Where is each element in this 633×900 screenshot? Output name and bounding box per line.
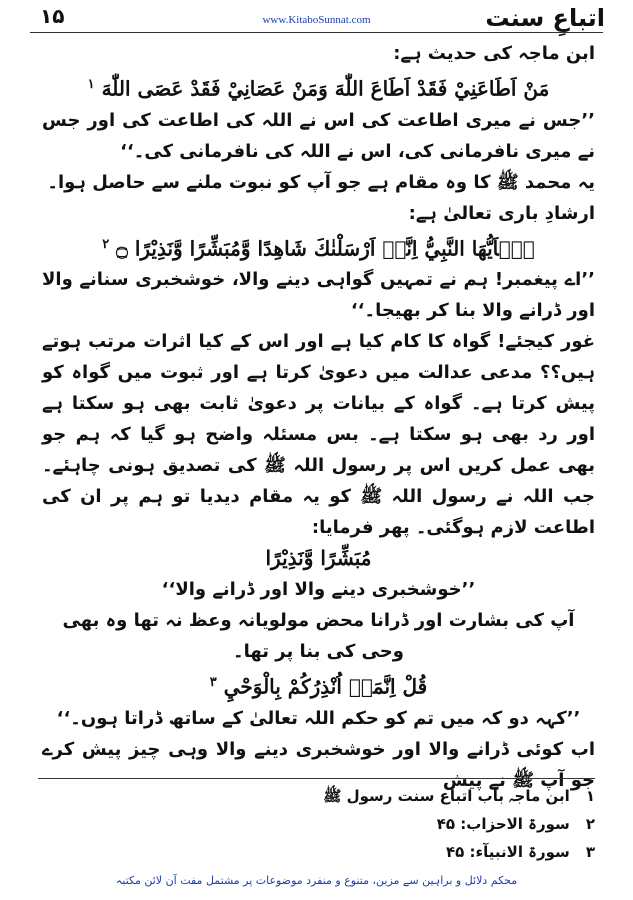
footnote-ref-3[interactable]: ۳ (209, 675, 217, 691)
footnote-item (38, 838, 595, 866)
footnote-item (38, 782, 595, 810)
footnote-text: سورۃ الاحزاب: ۴۵ (436, 815, 570, 833)
page-number: ۱۵ (40, 4, 65, 28)
statement-prophet-status: یہ محمد ﷺ کا وہ مقام ہے جو آپ کو نبوت ملنے سے حاصل ہوا۔ (47, 171, 595, 193)
body-text (42, 38, 595, 796)
header-divider (30, 32, 603, 33)
footnote-number: ۲ (585, 815, 595, 833)
footnote-text: ابن ماجہ باب اتباع سنت رسول ﷺ (323, 787, 570, 805)
footnote-number: ۱ (585, 787, 595, 805)
hadith-translation: ’’جس نے میری اطاعت کی اس نے اللہ کی اطاعت کی اور جس نے میری نافرمانی کی، اس نے اللہ کی نافرمانی کی۔‘‘ (42, 109, 595, 162)
verse2-arabic-text: قُلْ اِنَّمَاۤ اُنْذِرُكُمْ بِالْوَحْيِ (223, 674, 428, 699)
footnote-item (38, 810, 595, 838)
footnote-text: سورۃ الانبیآء: ۴۵ (445, 843, 570, 861)
footnote-ref-1[interactable]: ۱ (87, 77, 95, 92)
page-footer: محکم دلائل و براہین سے مزین، متنوع و منفرد موضوعات پر مشتمل مفت آن لائن مکتبہ (115, 874, 518, 887)
phrase-translation: ’’خوشخبری دینے والا اور ڈرانے والا‘‘ (161, 579, 476, 601)
verse-translation: ’’اے پیغمبر! ہم نے تمہیں گواہی دینے والا، خوشخبری سنانے والا اور ڈرانے والا بنا کر بھیجا۔‘‘ (42, 269, 595, 322)
verse2-translation: ’’کہہ دو کہ میں تم کو حکم اللہ تعالیٰ کے ساتھ ڈراتا ہوں۔‘‘ (56, 707, 581, 729)
verse-intro: ارشادِ باری تعالیٰ ہے: (408, 202, 595, 224)
verse-arabic-text: يٰۤاَيُّهَا النَّبِيُّ اِنَّاۤ اَرْسَلْنٰكَ شَاهِدًا وَّمُبَشِّرًا وَّنَذِيْرًا ۝ (116, 236, 535, 261)
site-url-link[interactable]: www.KitaboSunnat.com (262, 14, 371, 26)
phrase-arabic: مُبَشِّرًا وَّنَذِيْرًا (265, 546, 372, 571)
hadith-arabic (42, 69, 595, 105)
footnote-divider (38, 778, 595, 779)
page-header (22, 4, 611, 34)
hadith-intro: ابن ماجہ کی حدیث ہے: (393, 43, 595, 64)
verse-arabic (42, 229, 595, 265)
footnote-number: ۳ (585, 843, 595, 861)
verse2-arabic (42, 667, 595, 703)
wahy-statement: آپ کی بشارت اور ڈرانا محض مولویانہ وعظ نہ تھا وہ بھی وحی کی بنا پر تھا۔ (62, 610, 575, 663)
commentary-paragraph: غور کیجئے! گواہ کا کام کیا ہے اور اس کے کیا اثرات مرتب ہوتے ہیں؟؟ مدعی عدالت میں دعویٰ کرتا ہے اور ثبوت میں گواہ کو پیش کرتا ہے۔ گواہ کے بیانات پر دعویٰ ثابت بھی ہو سکتا ہے اور رد بھی ہو سکتا ہے۔ بس مسئلہ واضح ہو گیا کہ ہم جو بھی عمل کریں اس پر رسول اللہ ﷺ کی تصدیق ہونی چاہئے۔ جب اللہ نے رسول اللہ ﷺ کو یہ مقام دیدیا تو ہم پر ان کی اطاعت لازم ہوگئی۔ پھر فرمایا: (42, 331, 595, 539)
closing-paragraph: اب کوئی ڈرانے والا اور خوشخبری دینے والا وہی چیز پیش کرے جو آپ ﷺ نے پیش (42, 738, 595, 791)
footnote-ref-2[interactable]: ۲ (102, 236, 110, 252)
footnotes (38, 782, 595, 866)
running-title: اتباعِ سنت (485, 4, 605, 32)
hadith-arabic-text: مَنْ اَطَاعَنِيْ فَقَدْ اَطَاعَ اللّٰهَ وَمَنْ عَصَانِيْ فَقَدْ عَصَى اللّٰهَ (101, 76, 550, 101)
